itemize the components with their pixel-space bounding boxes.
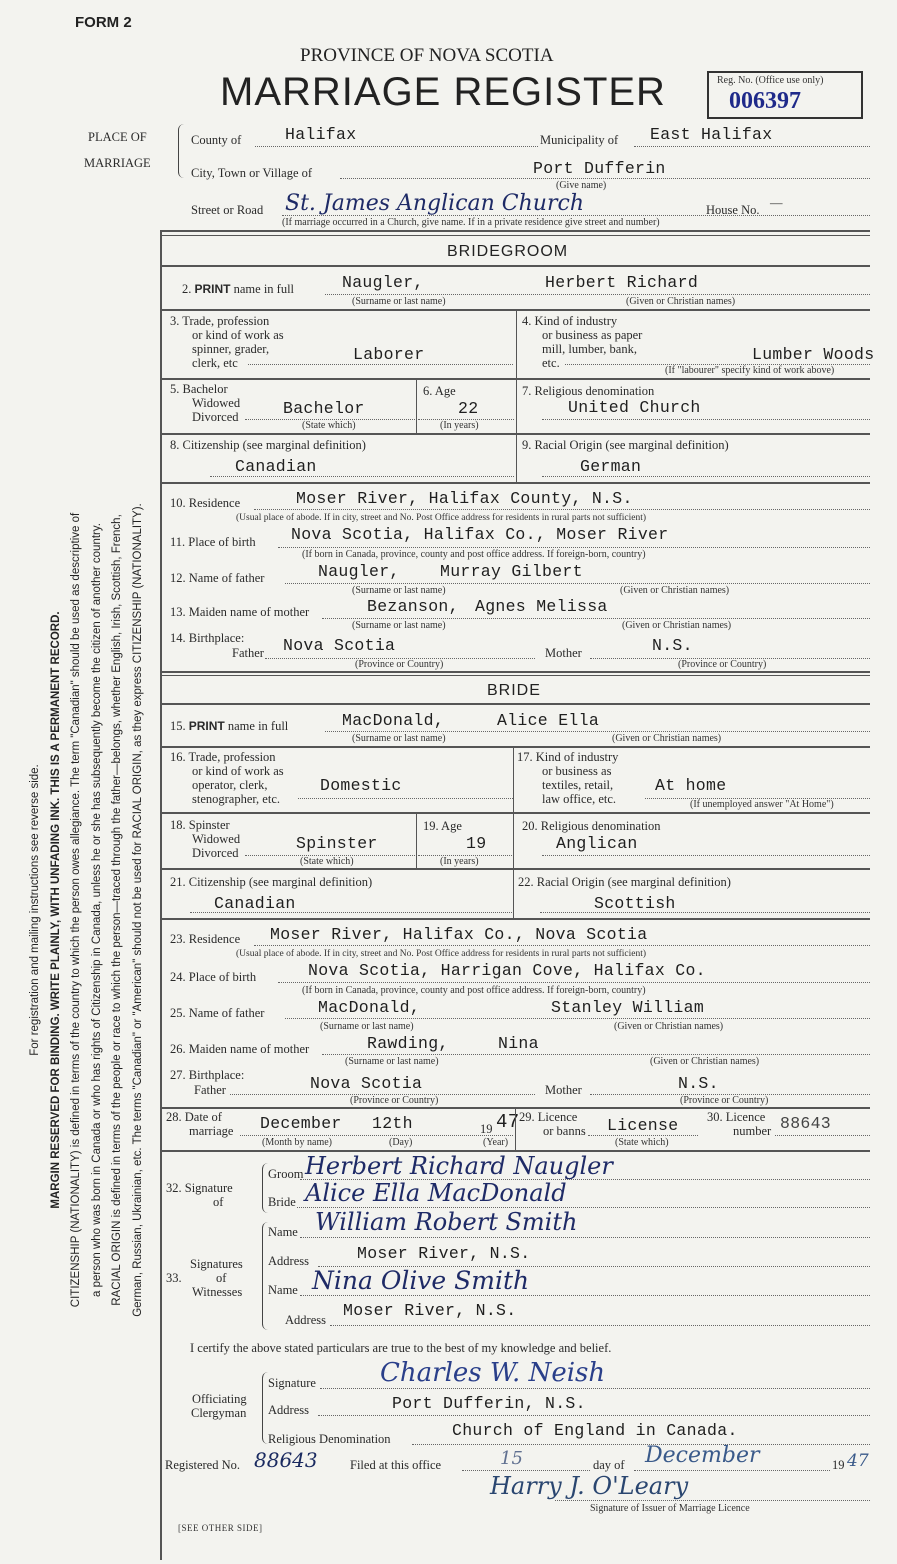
city-label: City, Town or Village of	[191, 166, 313, 180]
licence-or-banns: License	[607, 1116, 679, 1135]
groom-surname: Naugler,	[342, 273, 424, 292]
bride-signature: Alice Ella MacDonald	[305, 1179, 567, 1207]
witness1-address: Moser River, N.S.	[357, 1244, 531, 1263]
bride-religion-label: 20. Religious denomination	[522, 819, 661, 833]
year-prefix: 19	[832, 1458, 845, 1472]
date-label: marriage	[189, 1124, 234, 1138]
witness-name-label: Name	[268, 1283, 298, 1297]
issuer-signature: Harry J. O'Leary	[490, 1472, 689, 1500]
year-prefix: 19	[480, 1122, 493, 1136]
bride-birthplace-label: 24. Place of birth	[170, 970, 257, 984]
bride-citizenship: Canadian	[214, 894, 296, 913]
groom-age: 22	[458, 399, 479, 418]
clergyman-label: Officiating	[192, 1392, 247, 1406]
groom-mother-surname: Bezanson,	[367, 597, 459, 616]
mother-label: Mother	[545, 1083, 582, 1097]
signature-label: of	[213, 1195, 224, 1209]
clergy-denomination: Church of England in Canada.	[452, 1421, 738, 1440]
bride-mother-label: 26. Maiden name of mother	[170, 1042, 310, 1056]
groom-father-birthplace: Nova Scotia	[283, 636, 396, 655]
groom-residence: Moser River, Halifax County, N.S.	[296, 489, 633, 508]
groom-status-label: 5. Bachelor Widowed Divorced	[170, 382, 241, 424]
bride-racial-origin: Scottish	[594, 894, 676, 913]
county-label: County of	[191, 133, 242, 147]
groom-industry: Lumber Woods	[752, 345, 875, 364]
clergy-address: Port Dufferin, N.S.	[392, 1394, 586, 1413]
father-label: Father	[232, 646, 264, 660]
witnesses-label: Signatures	[190, 1257, 243, 1271]
state-which-caption: (State which)	[615, 1137, 669, 1148]
groom-signature: Herbert Richard Naugler	[305, 1152, 613, 1180]
birth-note: (If born in Canada, province, county and post office address. If foreign-born, country)	[302, 549, 646, 560]
groom-citizenship: Canadian	[235, 457, 317, 476]
groom-birthplace-label: 11. Place of birth	[170, 535, 256, 549]
bride-trade-label: 16. Trade, profession or kind of work as operator, clerk, stenographer, etc.	[170, 750, 284, 806]
bride-signature-label: Bride	[268, 1195, 296, 1209]
birth-note: (If born in Canada, province, county and post office address. If foreign-born, country)	[302, 985, 646, 996]
bride-marital-status: Spinster	[296, 834, 378, 853]
margin-line: For registration and mailing instructions see reverse side.	[29, 764, 41, 1056]
clergyman-label: Clergyman	[191, 1406, 247, 1420]
surname-caption: (Surname or last name)	[352, 296, 446, 307]
reg-number: 006397	[729, 88, 801, 114]
groom-mother-label: 13. Maiden name of mother	[170, 605, 310, 619]
groom-signature-label: Groom	[268, 1167, 304, 1181]
bride-mother-given: Nina	[498, 1034, 539, 1053]
abode-caption: (Usual place of abode. If in city, street and No. Post Office address for residents in rural parts not sufficient)	[236, 949, 647, 959]
groom-name-label: 2. PRINT name in full	[182, 282, 295, 296]
mother-label: Mother	[545, 646, 582, 660]
bride-surname: MacDonald,	[342, 711, 445, 730]
surname-caption: (Surname or last name)	[352, 585, 446, 596]
margin-line: German, Russian, Ukrainian, etc. The terms "Canadian" or "American" should not be used for RACIAL ORIGIN, as they express CITIZENSHIP (NATIONALITY).	[131, 503, 144, 1317]
industry-note: (If unemployed answer "At Home")	[690, 799, 834, 810]
year-caption: (Year)	[483, 1137, 509, 1148]
filed-label: Filed at this office	[350, 1458, 442, 1472]
margin-line: RACIAL ORIGIN is defined in terms of the people or race to which the person—traced through the father—belongs, whether English, Irish, Scottish, French,	[111, 514, 123, 1306]
surname-caption: (Surname or last name)	[352, 733, 446, 744]
bride-industry: At home	[655, 776, 727, 795]
licence-number: 88643	[780, 1114, 832, 1133]
witness-name-label: Name	[268, 1225, 298, 1239]
groom-residence-label: 10. Residence	[170, 496, 241, 510]
brace	[178, 124, 185, 178]
day-of-label: day of	[593, 1458, 625, 1472]
groom-racial-label: 9. Racial Origin (see marginal definition)	[522, 438, 729, 452]
groom-mother-given: Agnes Melissa	[475, 597, 608, 616]
bride-given-names: Alice Ella	[497, 711, 600, 730]
marriage-year: 47	[496, 1111, 520, 1133]
groom-birthplace: Nova Scotia, Halifax Co., Moser River	[291, 525, 669, 544]
groom-parents-birthplace-label: 14. Birthplace:	[170, 631, 245, 645]
given-caption: (Given or Christian names)	[622, 620, 732, 631]
filed-day: 15	[500, 1448, 523, 1469]
street-note: (If marriage occurred in a Church, give name. If in a private residence give street and number)	[282, 217, 660, 228]
groom-trade: Laborer	[353, 345, 425, 364]
father-label: Father	[194, 1083, 226, 1097]
in-years-caption: (In years)	[440, 856, 479, 867]
bride-father-surname: MacDonald,	[318, 998, 421, 1017]
groom-racial-origin: German	[580, 457, 642, 476]
bride-mother-birthplace: N.S.	[678, 1074, 719, 1093]
bride-father-birthplace: Nova Scotia	[310, 1074, 423, 1093]
groom-father-given: Murray Gilbert	[440, 562, 583, 581]
surname-caption: (Surname or last name)	[352, 620, 446, 631]
bride-age-label: 19. Age	[423, 819, 462, 833]
filed-month: December	[645, 1443, 760, 1468]
province-heading: PROVINCE OF NOVA SCOTIA	[300, 45, 554, 66]
licence-banns-label: or banns	[543, 1124, 586, 1138]
bride-parents-birthplace-label: 27. Birthplace:	[170, 1068, 245, 1082]
issuer-signature-label: Signature of Issuer of Marriage Licence	[590, 1503, 750, 1514]
bride-residence: Moser River, Halifax Co., Nova Scotia	[270, 925, 648, 944]
witness-address-label: Address	[268, 1254, 309, 1268]
groom-mother-birthplace: N.S.	[652, 636, 693, 655]
margin-instructions	[25, 285, 150, 1535]
municipality-label: Municipality of	[540, 133, 619, 147]
margin-line: CITIZENSHIP (NATIONALITY) is defined in terms of the country to which the person owes allegiance. The term "Canadian" should be used as descriptive of	[70, 512, 82, 1308]
prov-caption: (Province or Country)	[350, 1095, 439, 1106]
municipality-value: East Halifax	[650, 125, 773, 144]
bride-trade: Domestic	[320, 776, 402, 795]
marriage-day: 12th	[372, 1114, 413, 1133]
groom-father-surname: Naugler,	[318, 562, 400, 581]
reg-number-label: Reg. No. (Office use only)	[717, 75, 824, 86]
registered-no: 88643	[254, 1448, 318, 1472]
page-title: MARRIAGE REGISTER	[220, 70, 666, 114]
prov-caption: (Province or Country)	[680, 1095, 769, 1106]
bride-birthplace: Nova Scotia, Harrigan Cove, Halifax Co.	[308, 961, 706, 980]
licence-number-label: number	[733, 1124, 772, 1138]
groom-citizenship-label: 8. Citizenship (see marginal definition)	[170, 438, 366, 452]
given-caption: (Given or Christian names)	[626, 296, 736, 307]
licence-number-label: 30. Licence	[707, 1110, 766, 1124]
groom-trade-label: 3. Trade, profession or kind of work as spinner, grader, clerk, etc	[170, 314, 284, 370]
street-label: Street or Road	[191, 203, 264, 217]
bride-mother-surname: Rawding,	[367, 1034, 449, 1053]
month-caption: (Month by name)	[262, 1137, 332, 1148]
witness2-signature: Nina Olive Smith	[312, 1266, 530, 1295]
margin-line: a person who was born in Canada or who has rights of Citizenship in Canada, unless he or she has subsequently become the citizen of another country.	[90, 523, 103, 1297]
bride-age: 19	[466, 834, 487, 853]
witness2-address: Moser River, N.S.	[343, 1301, 517, 1320]
clergy-signature-label: Signature	[268, 1376, 316, 1390]
witness-address-label: Address	[285, 1313, 326, 1327]
section-heading-bridegroom: BRIDEGROOM	[447, 243, 569, 260]
form-number: FORM 2	[75, 14, 132, 31]
reg-number-box	[707, 71, 863, 119]
state-which-caption: (State which)	[300, 856, 354, 867]
witnesses-label: Witnesses	[192, 1285, 243, 1299]
given-caption: (Given or Christian names)	[612, 733, 722, 744]
day-caption: (Day)	[389, 1137, 413, 1148]
clergy-denomination-label: Religious Denomination	[268, 1432, 391, 1446]
bride-status-label: 18. Spinster Widowed Divorced	[170, 818, 241, 860]
groom-age-label: 6. Age	[423, 384, 456, 398]
given-caption: (Given or Christian names)	[620, 585, 730, 596]
witnesses-label: of	[216, 1271, 227, 1285]
bride-industry-label: 17. Kind of industry or business as textiles, retail, law office, etc.	[517, 750, 619, 806]
surname-caption: (Surname or last name)	[320, 1021, 414, 1032]
groom-religion: United Church	[568, 398, 701, 417]
groom-industry-label: 4. Kind of industry or business as paper mill, lumber, bank, etc.	[522, 314, 643, 370]
street-handwritten: St. James Anglican Church	[285, 191, 584, 216]
margin-line: MARGIN RESERVED FOR BINDING. WRITE PLAINLY, WITH UNFADING INK. THIS IS A PERMANENT RECORD.	[49, 611, 62, 1209]
county-value: Halifax	[285, 125, 357, 144]
house-label: House No.	[706, 203, 760, 217]
given-caption: (Given or Christian names)	[614, 1021, 724, 1032]
date-label: 28. Date of	[166, 1110, 222, 1124]
industry-note: (If "labourer" specify kind of work above)	[665, 365, 835, 376]
licence-banns-label: 29. Licence	[519, 1110, 578, 1124]
witnesses-number: 33.	[166, 1271, 182, 1285]
bride-father-label: 25. Name of father	[170, 1006, 265, 1020]
groom-religion-label: 7. Religious denomination	[522, 384, 655, 398]
bride-religion: Anglican	[556, 834, 638, 853]
bride-racial-label: 22. Racial Origin (see marginal definition)	[518, 875, 731, 889]
place-label: MARRIAGE	[84, 156, 151, 170]
groom-given-names: Herbert Richard	[545, 273, 699, 292]
filed-year: 47	[847, 1451, 869, 1471]
witness1-signature: William Robert Smith	[315, 1208, 578, 1236]
bride-name-label: 15. PRINT name in full	[170, 719, 289, 733]
prov-caption: (Province or Country)	[355, 659, 444, 670]
prov-caption: (Province or Country)	[678, 659, 767, 670]
bride-citizenship-label: 21. Citizenship (see marginal definition)	[170, 875, 373, 889]
house-value: —	[770, 196, 783, 210]
marriage-month: December	[260, 1114, 342, 1133]
groom-marital-status: Bachelor	[283, 399, 365, 418]
certification-statement: I certify the above stated particulars are true to the best of my knowledge and belief.	[190, 1341, 612, 1355]
state-which-caption: (State which)	[302, 420, 356, 431]
place-label: PLACE OF	[88, 130, 147, 144]
registered-no-label: Registered No.	[165, 1458, 240, 1472]
bride-father-given: Stanley William	[551, 998, 705, 1017]
given-caption: (Given or Christian names)	[650, 1056, 760, 1067]
see-other-side-note: [SEE OTHER SIDE]	[178, 1523, 263, 1533]
clergy-address-label: Address	[268, 1403, 309, 1417]
groom-father-label: 12. Name of father	[170, 571, 265, 585]
surname-caption: (Surname or last name)	[345, 1056, 439, 1067]
in-years-caption: (In years)	[440, 420, 479, 431]
bride-residence-label: 23. Residence	[170, 932, 241, 946]
section-heading-bride: BRIDE	[487, 682, 541, 699]
give-name-note: (Give name)	[556, 180, 607, 191]
city-value: Port Dufferin	[533, 159, 666, 178]
abode-caption: (Usual place of abode. If in city, street and No. Post Office address for residents in rural parts not sufficient)	[236, 513, 647, 523]
clergy-signature: Charles W. Neish	[380, 1358, 606, 1388]
signature-label: 32. Signature	[166, 1181, 233, 1195]
